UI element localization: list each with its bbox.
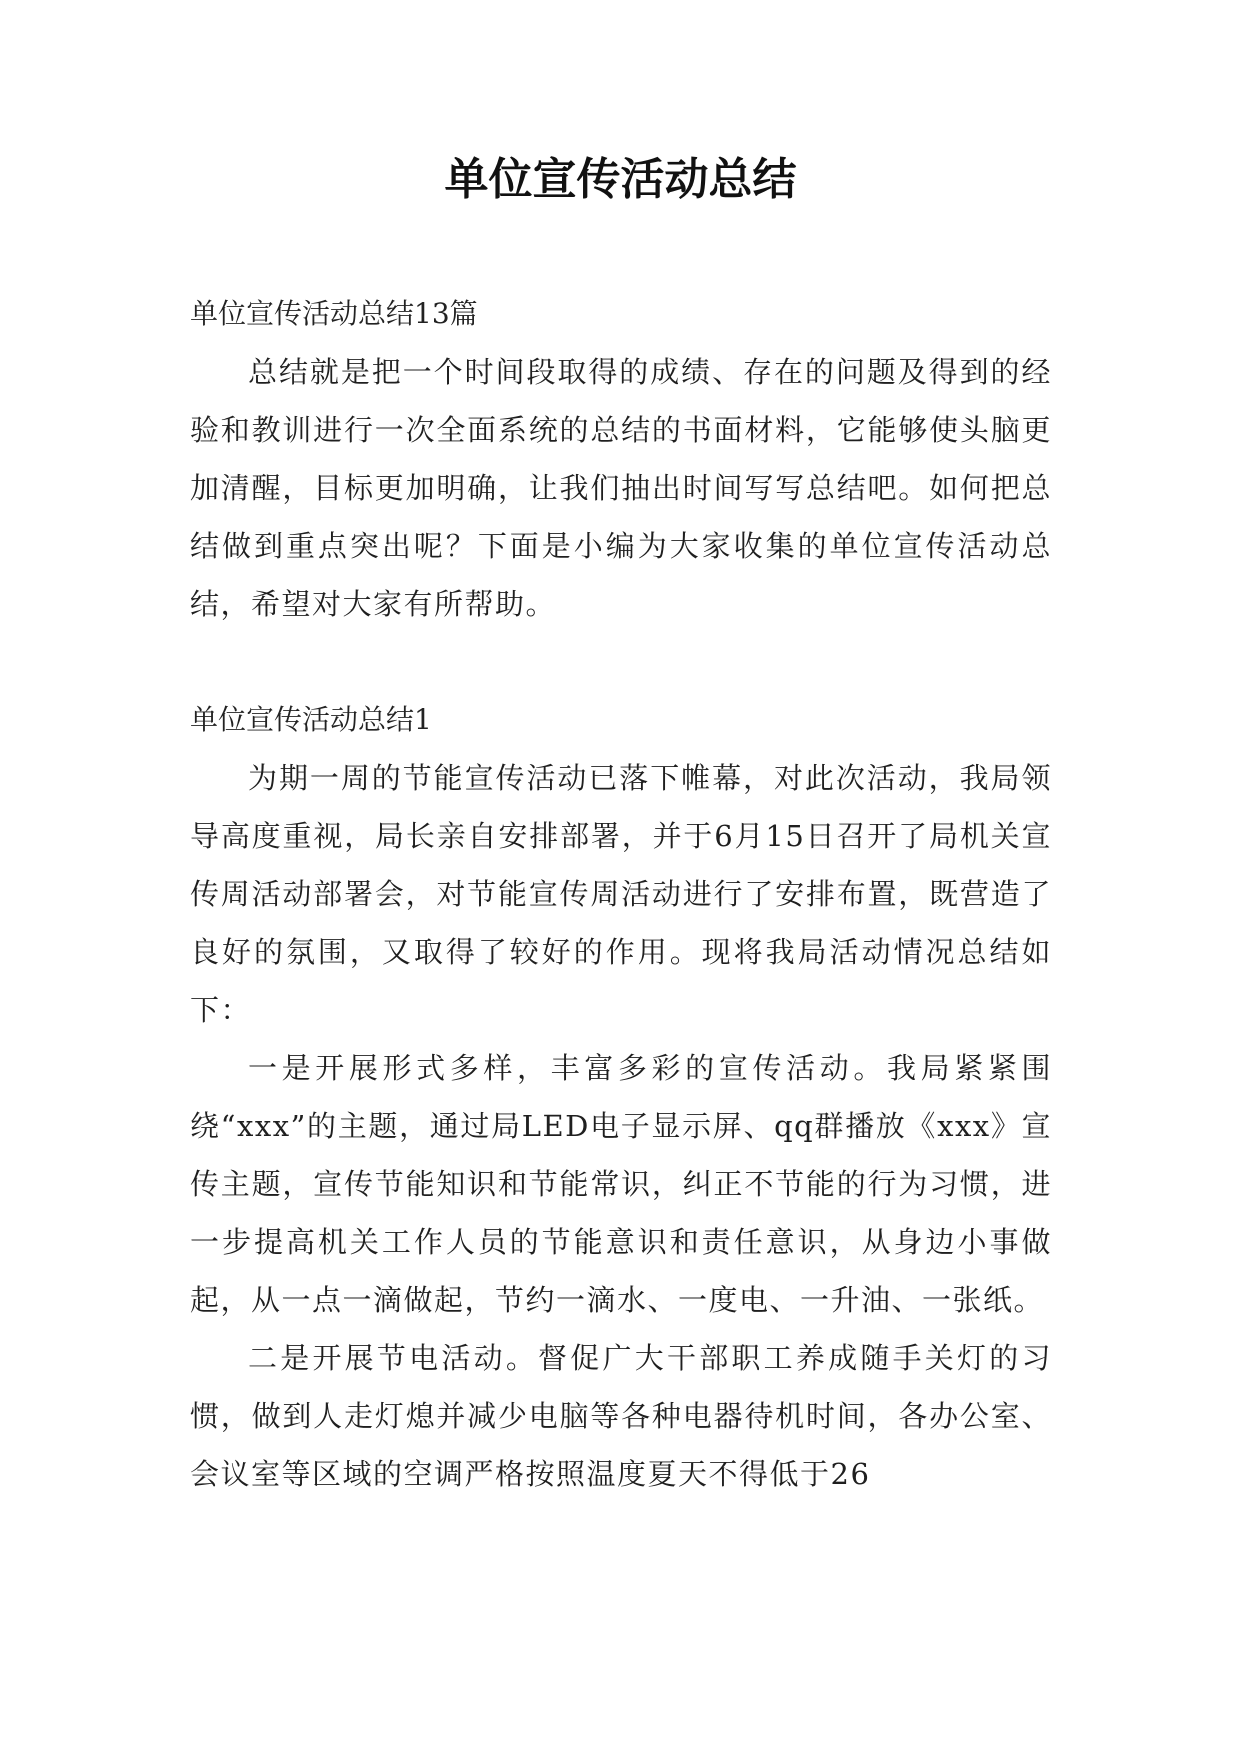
section-spacer	[190, 633, 1052, 691]
intro-paragraph: 总结就是把一个时间段取得的成绩、存在的问题及得到的经验和教训进行一次全面系统的总结的书面材料，它能够使头脑更加清醒，目标更加明确，让我们抽出时间写写总结吧。如何把总结做到重点突出呢？下面是小编为大家收集的单位宣传活动总结，希望对大家有所帮助。	[190, 355, 1052, 621]
body-paragraph: 二是开展节电活动。督促广大干部职工养成随手关灯的习惯，做到人走灯熄并减少电脑等各种电器待机时间，各办公室、会议室等区域的空调严格按照温度夏天不得低于26	[190, 1341, 1052, 1491]
body-paragraph: 一是开展形式多样，丰富多彩的宣传活动。我局紧紧围绕“xxx”的主题，通过局LED电子显示屏、qq群播放《xxx》宣传主题，宣传节能知识和节能常识，纠正不节能的行为习惯，进一步提高机关工作人员的节能意识和责任意识，从身边小事做起，从一点一滴做起，节约一滴水、一度电、一升油、一张纸。	[190, 1051, 1052, 1317]
section-heading: 单位宣传活动总结1	[190, 703, 432, 736]
document-title: 单位宣传活动总结	[444, 154, 797, 205]
intro-heading: 单位宣传活动总结13篇	[190, 297, 478, 330]
body-paragraph: 为期一周的节能宣传活动已落下帷幕，对此次活动，我局领导高度重视，局长亲自安排部署，并于6月15日召开了局机关宣传周活动部署会，对节能宣传周活动进行了安排布置，既营造了良好的氛围，又取得了较好的作用。现将我局活动情况总结如下：	[190, 761, 1052, 1027]
document-body	[190, 285, 1052, 1503]
